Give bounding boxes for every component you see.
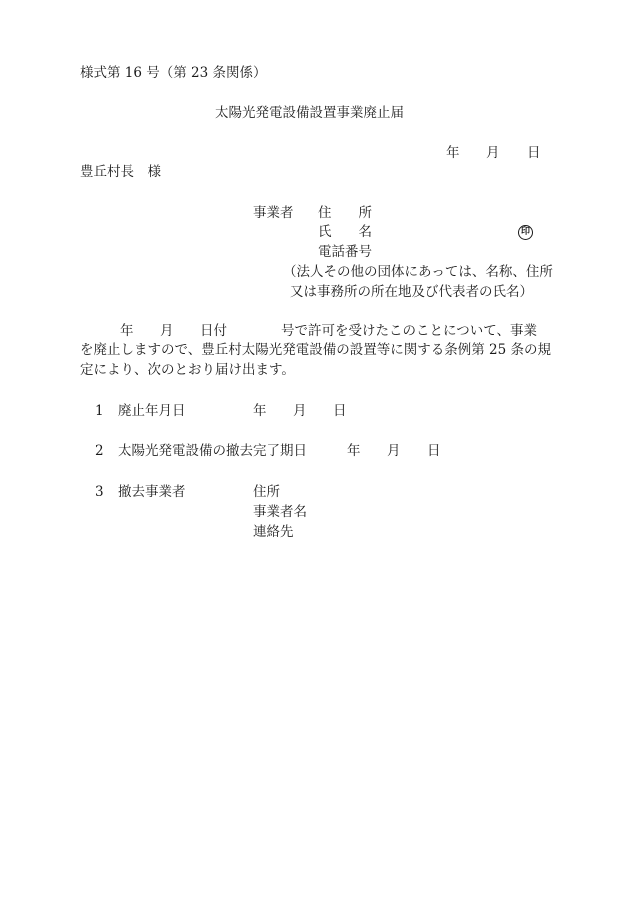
applicant-heading: 事業者 bbox=[253, 205, 294, 221]
contractor-contact-label: 連絡先 bbox=[253, 524, 294, 540]
body-line3: 定により、次のとおり届け出ます。 bbox=[80, 362, 295, 378]
applicant-phone-label: 電話番号 bbox=[318, 244, 372, 260]
form-number: 様式第 16 号（第 23 条関係） bbox=[80, 65, 267, 81]
document-title: 太陽光発電設備設置事業廃止届 bbox=[215, 105, 404, 121]
item-date-month: 月 bbox=[293, 403, 307, 419]
item-date-month: 月 bbox=[387, 443, 401, 459]
permit-month-unit: 月 bbox=[160, 323, 174, 339]
contractor-address-label: 住所 bbox=[253, 484, 280, 500]
addressee: 豊丘村長 様 bbox=[80, 164, 161, 180]
item-number: 3 bbox=[95, 484, 104, 500]
submission-date-month: 月 bbox=[486, 145, 500, 161]
item-date-year: 年 bbox=[253, 403, 267, 419]
submission-date-year: 年 bbox=[446, 145, 460, 161]
permit-year-unit: 年 bbox=[120, 323, 134, 339]
applicant-note-line2: 又は事務所の所在地及び代表者の氏名） bbox=[290, 284, 533, 300]
item-number: 2 bbox=[95, 443, 104, 459]
item-label: 撤去事業者 bbox=[118, 484, 186, 500]
seal-mark: 印 bbox=[518, 225, 533, 240]
contractor-name-label: 事業者名 bbox=[253, 504, 307, 520]
permit-day-unit: 日付 bbox=[200, 323, 227, 339]
applicant-note-line1: （法人その他の団体にあっては、名称、住所 bbox=[283, 264, 553, 280]
body-line1-rest: 号で許可を受けたこのことについて、事業 bbox=[281, 323, 537, 339]
item-date-day: 日 bbox=[333, 403, 347, 419]
item-number: 1 bbox=[95, 403, 104, 419]
body-line2: を廃止しますので、豊丘村太陽光発電設備の設置等に関する条例第 25 条の規 bbox=[80, 342, 551, 358]
applicant-address-label: 住 所 bbox=[318, 205, 372, 221]
item-label: 太陽光発電設備の撤去完了期日 bbox=[118, 443, 307, 459]
item-label: 廃止年月日 bbox=[118, 403, 186, 419]
submission-date-day: 日 bbox=[527, 145, 541, 161]
item-date-year: 年 bbox=[347, 443, 361, 459]
item-date-day: 日 bbox=[427, 443, 441, 459]
applicant-name-label: 氏 名 bbox=[318, 224, 372, 240]
